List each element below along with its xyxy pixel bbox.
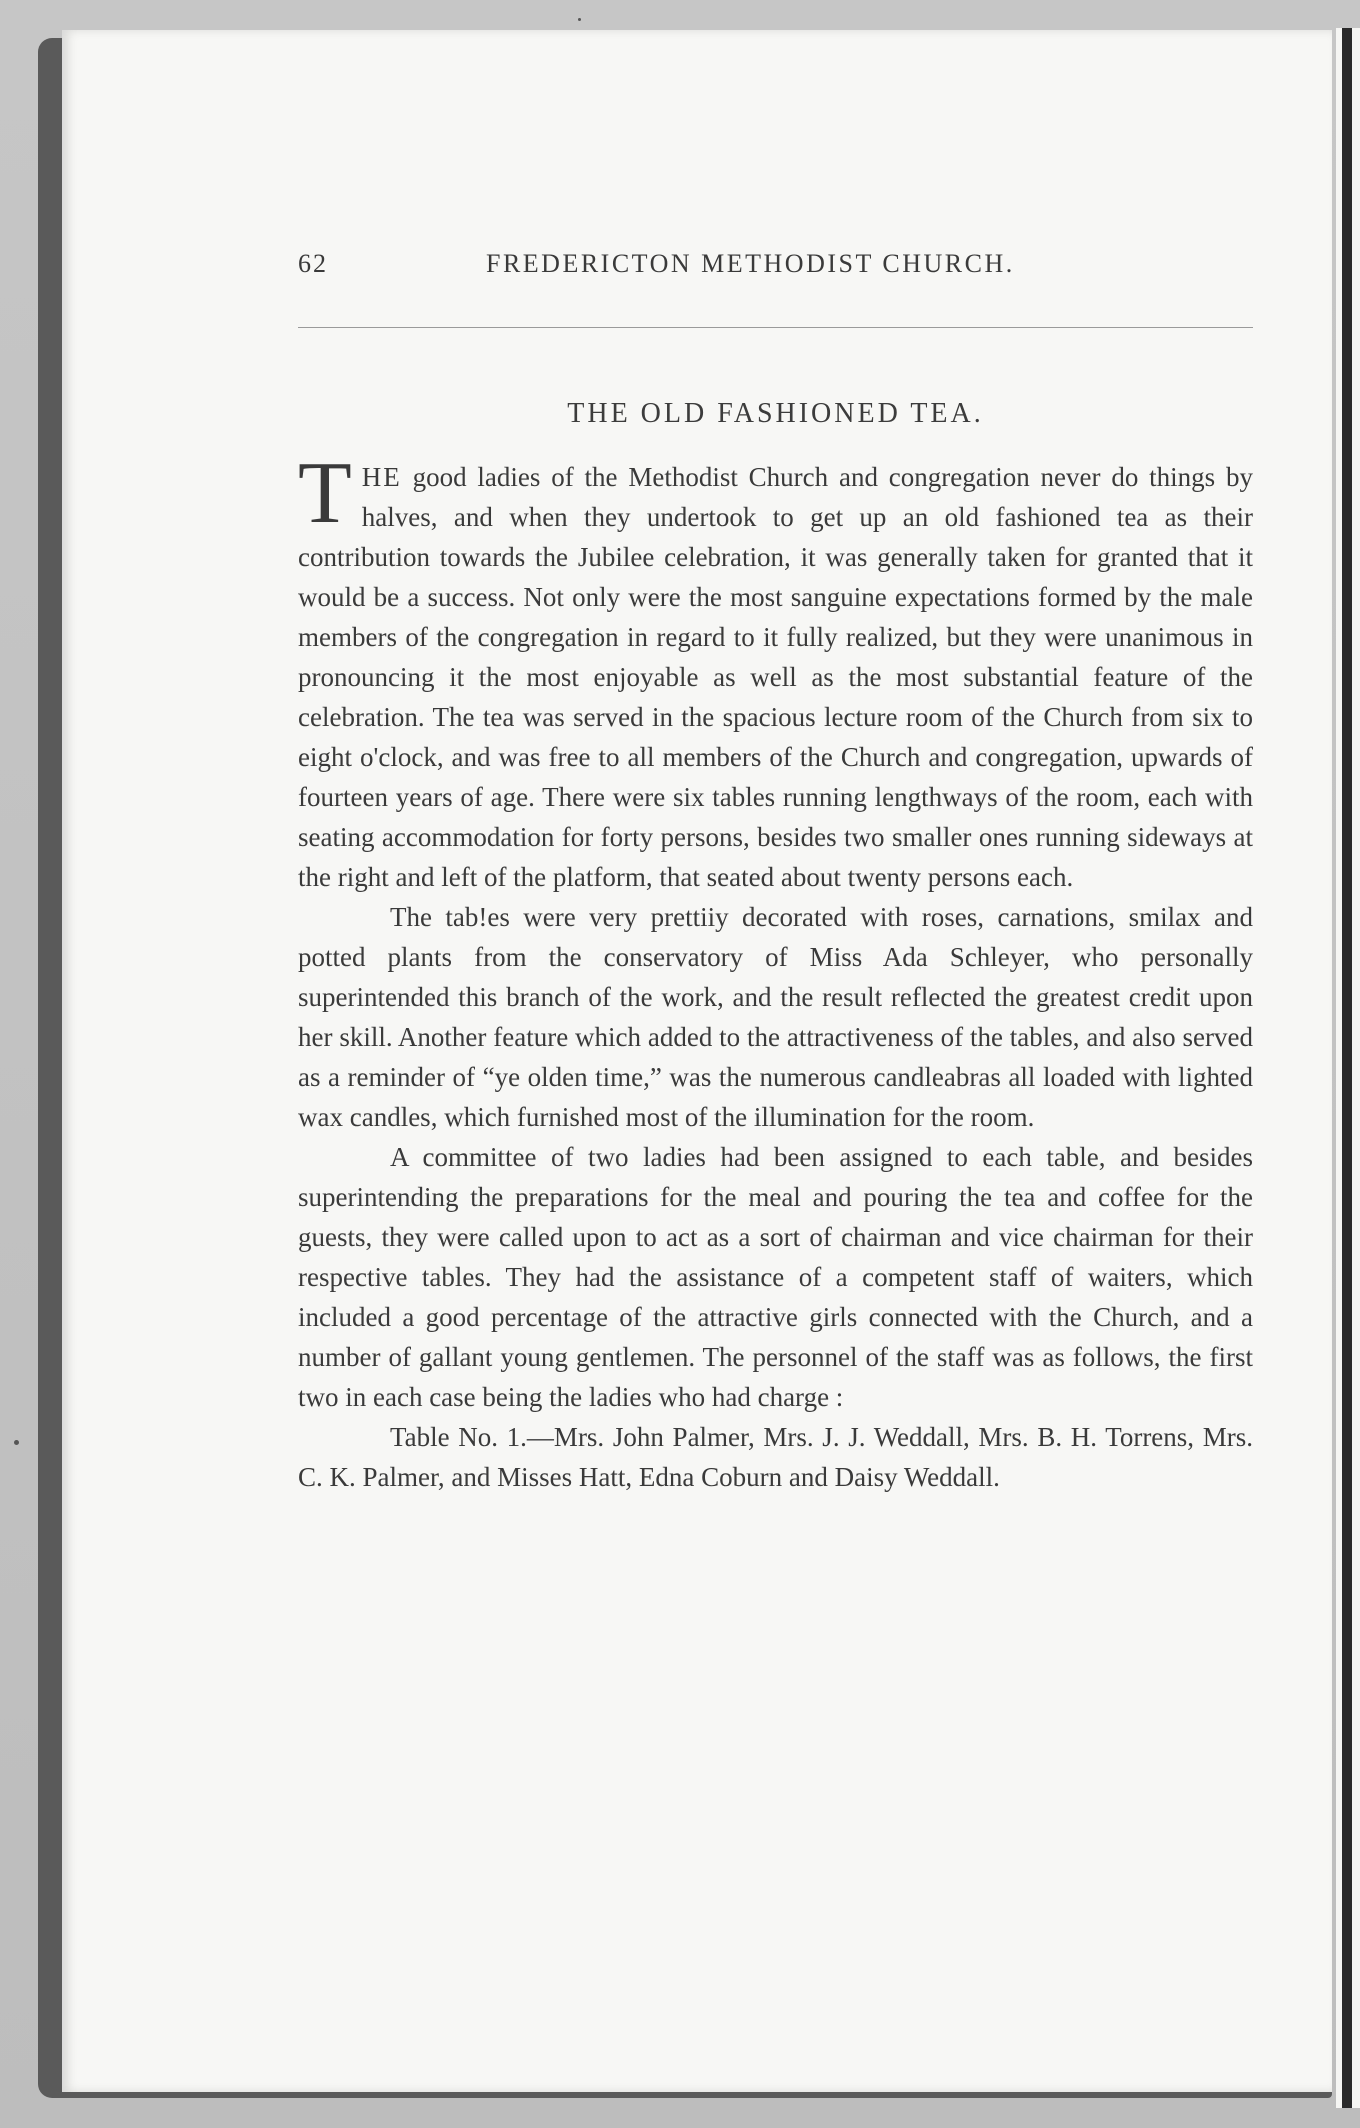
- paragraph-2: The tab!es were very prettiiy decorated with roses, carnations, smilax and potted plants from the conservatory of Miss Ada Schleyer, who personally superintended this branch of the work, and the result reflected the greatest credit upon her skill. Another feature which added to the attractiveness of the tables, and also served as a reminder of “ye olden time,” was the numerous candleabras all loaded with lighted wax candles, which furnished most of the illumination for the room.: [298, 902, 1253, 1132]
- paragraph-3: A committee of two ladies had been assigned to each table, and besides superintending the preparations for the meal and pouring the tea and coffee for the guests, they were called upon to act as a sort of chairman and vice chairman for their respective tables. They had the assistance of a competent staff of waiters, which included a good percentage of the attractive girls connected with the Church, and a number of gallant young gentlemen. The personnel of the staff was as follows, the first two in each case being the ladies who had charge :: [298, 1142, 1253, 1412]
- facing-page-edge: [1336, 28, 1360, 2108]
- running-head-title: FREDERICTON METHODIST CHURCH.: [486, 249, 1015, 278]
- drop-cap: T: [298, 445, 352, 542]
- scan-speck: [578, 18, 581, 21]
- paragraph-4: Table No. 1.—Mrs. John Palmer, Mrs. J. J. Weddall, Mrs. B. H. Torrens, Mrs. C. K. Palmer, and Misses Hatt, Edna Coburn and Daisy Weddall.: [298, 1422, 1253, 1492]
- scan-speck: [14, 1440, 19, 1445]
- paragraph-1: [298, 445, 1253, 897]
- page-content: [298, 235, 1253, 1492]
- paragraph-text: good ladies of the Methodist Church and congregation never do things by halves, and when they undertook to get up an old fashioned tea as their contribution towards the Jubilee celebration, it was generally taken for granted that it would be a success. Not only were the most sanguine expectations formed by the male members of the congregation in regard to it fully realized, but they were unanimous in pronouncing it the most enjoyable as well as the most substantial feature of the celebration. The tea was served in the spacious lecture room of the Church from six to eight o'clock, and was free to all members of the Church and congregation, upwards of fourteen years of age. There were six tables running lengthways of the room, each with seating accommodation for forty persons, besides two smaller ones running sideways at the right and left of the platform, that seated about twenty persons each.: [298, 462, 1253, 892]
- section-title: THE OLD FASHIONED TEA.: [567, 398, 984, 429]
- lead-word: HE: [361, 462, 402, 492]
- header-rule: [298, 327, 1253, 328]
- book-page: [62, 30, 1332, 2092]
- page-number: 62: [298, 249, 328, 278]
- body-text: [298, 445, 1253, 1497]
- running-head: [298, 235, 1253, 287]
